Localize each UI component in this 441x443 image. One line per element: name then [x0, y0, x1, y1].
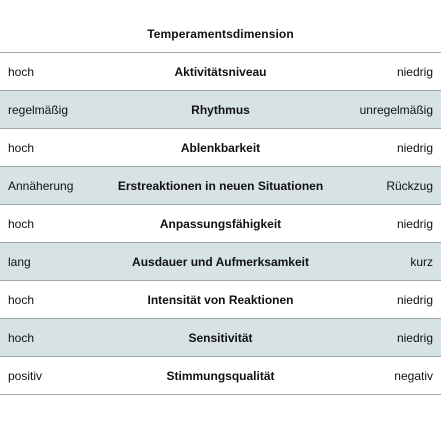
- row-right-value: niedrig: [396, 330, 433, 345]
- row-dimension: Erstreaktionen in neuen Situationen: [117, 178, 324, 193]
- row-right-value: niedrig: [396, 140, 433, 155]
- row-right-value: kurz: [410, 254, 433, 269]
- table-row: [0, 243, 441, 281]
- table-row: [0, 281, 441, 319]
- row-dimension: Rhythmus: [191, 102, 250, 117]
- row-left-value: hoch: [8, 140, 35, 155]
- row-right-value: unregelmäßig: [359, 102, 433, 117]
- row-dimension: Intensität von Reaktionen: [147, 292, 294, 307]
- row-dimension: Aktivitätsniveau: [174, 64, 267, 79]
- row-left-value: hoch: [8, 330, 35, 345]
- row-left-value: positiv: [8, 368, 43, 383]
- row-dimension: Stimmungsqualität: [166, 368, 275, 383]
- table-row: [0, 205, 441, 243]
- row-dimension: Anpassungsfähigkeit: [159, 216, 282, 231]
- row-left-value: Annäherung: [8, 178, 74, 193]
- row-dimension: Ablenkbarkeit: [180, 140, 261, 155]
- table-row: [0, 319, 441, 357]
- row-left-value: regelmäßig: [8, 102, 69, 117]
- row-right-value: niedrig: [396, 64, 433, 79]
- table-row: [0, 129, 441, 167]
- row-left-value: hoch: [8, 216, 35, 231]
- row-right-value: niedrig: [396, 216, 433, 231]
- table-row: [0, 167, 441, 205]
- row-right-value: niedrig: [396, 292, 433, 307]
- table-row: [0, 53, 441, 91]
- row-right-value: negativ: [394, 368, 433, 383]
- row-dimension: Ausdauer und Aufmerksamkeit: [132, 254, 309, 269]
- row-left-value: hoch: [8, 64, 35, 79]
- row-left-value: hoch: [8, 292, 35, 307]
- row-dimension: Sensitivität: [188, 330, 253, 345]
- row-right-value: Rückzug: [386, 178, 433, 193]
- row-left-value: lang: [8, 254, 31, 269]
- table-header: Temperamentsdimension: [0, 16, 441, 53]
- table-row: [0, 357, 441, 395]
- table-row: [0, 91, 441, 129]
